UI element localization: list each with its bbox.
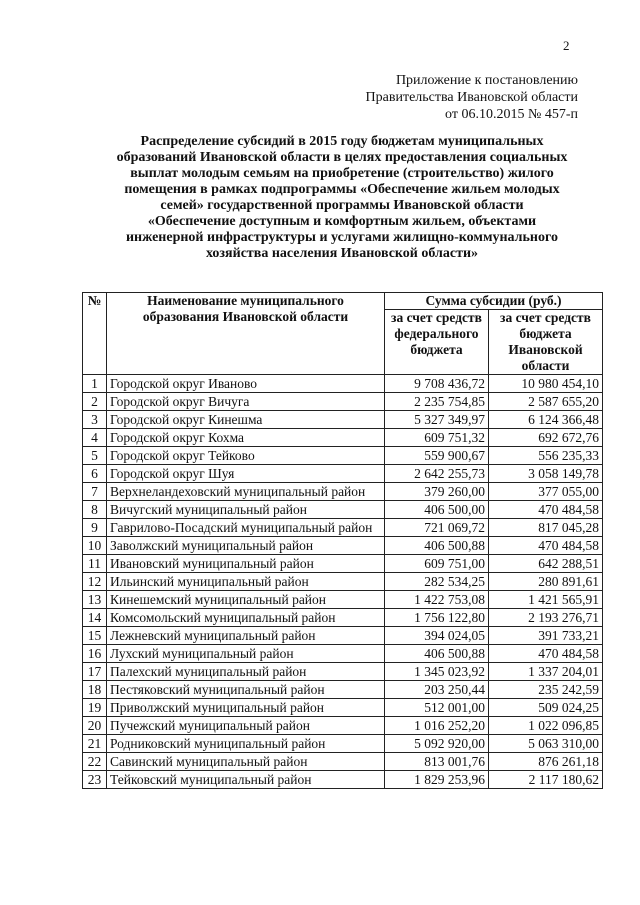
row-number: 14 xyxy=(83,609,107,627)
row-number: 19 xyxy=(83,699,107,717)
regional-amount: 1 022 096,85 xyxy=(489,717,603,735)
regional-amount: 470 484,58 xyxy=(489,645,603,663)
regional-amount: 692 672,76 xyxy=(489,429,603,447)
document-title xyxy=(92,134,592,262)
header-municipality-line: Наименование муниципального xyxy=(147,293,344,308)
page-number: 2 xyxy=(563,38,570,53)
appendix-header xyxy=(366,72,578,123)
title-line: хозяйства населения Ивановской области» xyxy=(205,246,479,261)
municipality-name: Пучежский муниципальный район xyxy=(107,717,385,735)
row-number: 5 xyxy=(83,447,107,465)
municipality-name: Кинешемский муниципальный район xyxy=(107,591,385,609)
municipality-name: Палехский муниципальный район xyxy=(107,663,385,681)
subsidy-table xyxy=(82,292,603,789)
federal-amount: 1 829 253,96 xyxy=(385,771,489,789)
regional-amount: 377 055,00 xyxy=(489,483,603,501)
row-number: 11 xyxy=(83,555,107,573)
federal-amount: 2 235 754,85 xyxy=(385,393,489,411)
federal-amount: 9 708 436,72 xyxy=(385,375,489,393)
row-number: 8 xyxy=(83,501,107,519)
federal-amount: 2 642 255,73 xyxy=(385,465,489,483)
table-row xyxy=(83,483,603,501)
federal-amount: 1 422 753,08 xyxy=(385,591,489,609)
table-row xyxy=(83,645,603,663)
table-row xyxy=(83,537,603,555)
row-number: 16 xyxy=(83,645,107,663)
federal-amount: 721 069,72 xyxy=(385,519,489,537)
municipality-name: Ильинский муниципальный район xyxy=(107,573,385,591)
row-number: 4 xyxy=(83,429,107,447)
regional-amount: 5 063 310,00 xyxy=(489,735,603,753)
row-number: 1 xyxy=(83,375,107,393)
title-line: семей» государственной программы Ивановской области xyxy=(160,198,524,213)
municipality-name: Тейковский муниципальный район xyxy=(107,771,385,789)
header-municipality-line: образования Ивановской области xyxy=(142,309,349,324)
appendix-line: Приложение к постановлению xyxy=(395,73,578,88)
table-row xyxy=(83,735,603,753)
table-row xyxy=(83,411,603,429)
row-number: 21 xyxy=(83,735,107,753)
row-number: 12 xyxy=(83,573,107,591)
municipality-name: Лежневский муниципальный район xyxy=(107,627,385,645)
federal-amount: 282 534,25 xyxy=(385,573,489,591)
table-row xyxy=(83,699,603,717)
federal-amount: 1 345 023,92 xyxy=(385,663,489,681)
municipality-name: Городской округ Вичуга xyxy=(107,393,385,411)
row-number: 7 xyxy=(83,483,107,501)
municipality-name: Городской округ Кохма xyxy=(107,429,385,447)
regional-amount: 1 337 204,01 xyxy=(489,663,603,681)
regional-amount: 876 261,18 xyxy=(489,753,603,771)
table-body xyxy=(83,375,603,789)
regional-amount: 391 733,21 xyxy=(489,627,603,645)
table-row xyxy=(83,465,603,483)
table-row xyxy=(83,609,603,627)
title-line: помещения в рамках подпрограммы «Обеспечение жильем молодых xyxy=(124,182,560,197)
municipality-name: Ивановский муниципальный район xyxy=(107,555,385,573)
federal-amount: 203 250,44 xyxy=(385,681,489,699)
federal-amount: 609 751,32 xyxy=(385,429,489,447)
row-number: 15 xyxy=(83,627,107,645)
federal-amount: 5 092 920,00 xyxy=(385,735,489,753)
municipality-name: Лухский муниципальный район xyxy=(107,645,385,663)
row-number: 20 xyxy=(83,717,107,735)
federal-amount: 5 327 349,97 xyxy=(385,411,489,429)
table-header xyxy=(83,293,603,375)
federal-amount: 512 001,00 xyxy=(385,699,489,717)
federal-amount: 394 024,05 xyxy=(385,627,489,645)
table-row xyxy=(83,753,603,771)
regional-amount: 470 484,58 xyxy=(489,501,603,519)
municipality-name: Приволжский муниципальный район xyxy=(107,699,385,717)
municipality-name: Городской округ Тейково xyxy=(107,447,385,465)
row-number: 13 xyxy=(83,591,107,609)
row-number: 2 xyxy=(83,393,107,411)
federal-amount: 559 900,67 xyxy=(385,447,489,465)
title-line: инженерной инфраструктуры и услугами жилищно-коммунального xyxy=(125,230,559,245)
header-subsidy-sum: Сумма субсидии (руб.) xyxy=(385,293,603,310)
regional-amount: 470 484,58 xyxy=(489,537,603,555)
table-row xyxy=(83,519,603,537)
table-row xyxy=(83,447,603,465)
appendix-line: от 06.10.2015 № 457-п xyxy=(445,107,578,122)
municipality-name: Заволжский муниципальный район xyxy=(107,537,385,555)
municipality-name: Комсомольский муниципальный район xyxy=(107,609,385,627)
regional-amount: 2 193 276,71 xyxy=(489,609,603,627)
regional-amount: 556 235,33 xyxy=(489,447,603,465)
regional-amount: 642 288,51 xyxy=(489,555,603,573)
municipality-name: Савинский муниципальный район xyxy=(107,753,385,771)
municipality-name: Пестяковский муниципальный район xyxy=(107,681,385,699)
regional-amount: 2 587 655,20 xyxy=(489,393,603,411)
regional-amount: 3 058 149,78 xyxy=(489,465,603,483)
regional-amount: 280 891,61 xyxy=(489,573,603,591)
row-number: 10 xyxy=(83,537,107,555)
title-line: образований Ивановской области в целях предоставления социальных xyxy=(116,150,568,165)
federal-amount: 406 500,00 xyxy=(385,501,489,519)
table-row xyxy=(83,375,603,393)
table-row xyxy=(83,591,603,609)
table-row xyxy=(83,573,603,591)
table-row xyxy=(83,429,603,447)
municipality-name: Городской округ Шуя xyxy=(107,465,385,483)
header-number: № xyxy=(83,293,107,375)
table-row xyxy=(83,681,603,699)
regional-amount: 509 024,25 xyxy=(489,699,603,717)
federal-amount: 1 016 252,20 xyxy=(385,717,489,735)
header-regional-budget: за счет средств бюджета Ивановской области xyxy=(489,310,603,375)
table-row xyxy=(83,555,603,573)
municipality-name: Городской округ Кинешма xyxy=(107,411,385,429)
federal-amount: 1 756 122,80 xyxy=(385,609,489,627)
federal-amount: 379 260,00 xyxy=(385,483,489,501)
municipality-name: Родниковский муниципальный район xyxy=(107,735,385,753)
regional-amount: 10 980 454,10 xyxy=(489,375,603,393)
title-line: «Обеспечение доступным и комфортным жильем, объектами xyxy=(147,214,537,229)
row-number: 6 xyxy=(83,465,107,483)
federal-amount: 406 500,88 xyxy=(385,537,489,555)
regional-amount: 2 117 180,62 xyxy=(489,771,603,789)
row-number: 23 xyxy=(83,771,107,789)
regional-amount: 817 045,28 xyxy=(489,519,603,537)
appendix-line: Правительства Ивановской области xyxy=(365,90,578,105)
regional-amount: 1 421 565,91 xyxy=(489,591,603,609)
federal-amount: 609 751,00 xyxy=(385,555,489,573)
header-municipality xyxy=(107,293,385,375)
municipality-name: Городской округ Иваново xyxy=(107,375,385,393)
table-row xyxy=(83,771,603,789)
federal-amount: 813 001,76 xyxy=(385,753,489,771)
row-number: 18 xyxy=(83,681,107,699)
municipality-name: Верхнеландеховский муниципальный район xyxy=(107,483,385,501)
municipality-name: Вичугский муниципальный район xyxy=(107,501,385,519)
table-row xyxy=(83,393,603,411)
federal-amount: 406 500,88 xyxy=(385,645,489,663)
table-row xyxy=(83,717,603,735)
table-row xyxy=(83,627,603,645)
regional-amount: 6 124 366,48 xyxy=(489,411,603,429)
row-number: 9 xyxy=(83,519,107,537)
row-number: 17 xyxy=(83,663,107,681)
title-line: Распределение субсидий в 2015 году бюджетам муниципальных xyxy=(140,134,544,149)
row-number: 3 xyxy=(83,411,107,429)
table-row xyxy=(83,663,603,681)
title-line: выплат молодым семьям на приобретение (строительство) жилого xyxy=(130,166,554,181)
regional-amount: 235 242,59 xyxy=(489,681,603,699)
table-row xyxy=(83,501,603,519)
header-federal-budget: за счет средств федерального бюджета xyxy=(385,310,489,375)
row-number: 22 xyxy=(83,753,107,771)
municipality-name: Гаврилово-Посадский муниципальный район xyxy=(107,519,385,537)
